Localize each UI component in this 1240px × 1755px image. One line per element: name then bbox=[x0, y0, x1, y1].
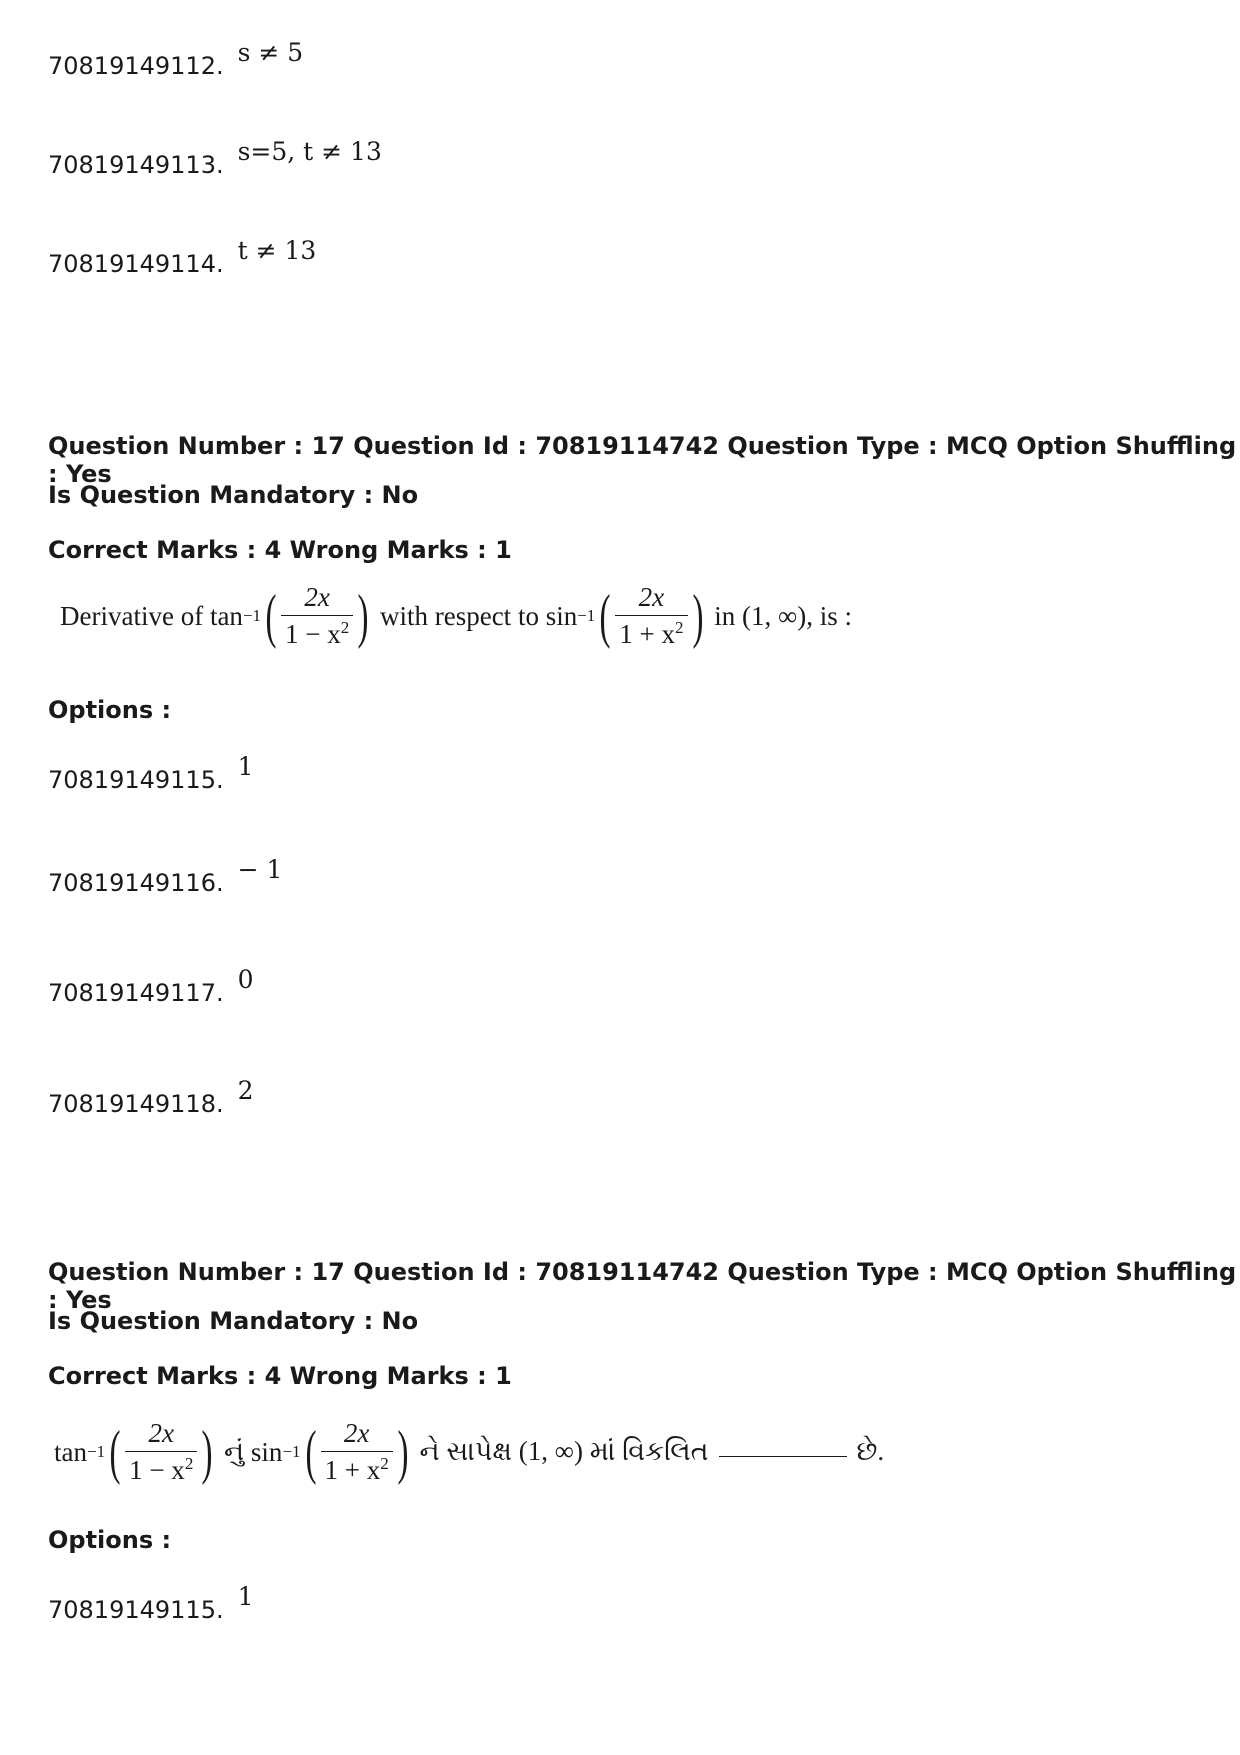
square-exp: 2 bbox=[380, 1454, 389, 1473]
numerator: 2x bbox=[343, 1418, 370, 1448]
option-row bbox=[48, 965, 254, 1007]
denominator: 1 + x bbox=[324, 1455, 381, 1485]
inverse-exp: −1 bbox=[577, 606, 596, 625]
question-marks: Correct Marks : 4 Wrong Marks : 1 bbox=[48, 1362, 512, 1390]
inverse-exp: −1 bbox=[242, 606, 262, 625]
question-header: Question Number : 17 Question Id : 70819114742 Question Type : MCQ Option Shuffling : Yes bbox=[48, 1258, 1237, 1314]
option-value: s=5, t ≠ 13 bbox=[237, 137, 382, 166]
text-start: Derivative of bbox=[60, 600, 204, 631]
options-label: Options : bbox=[48, 696, 172, 724]
option-row bbox=[48, 38, 303, 80]
option-id: 70819149115. bbox=[48, 1596, 224, 1624]
option-value: s ≠ 5 bbox=[237, 38, 304, 67]
option-id: 70819149113. bbox=[48, 151, 224, 179]
square-exp: 2 bbox=[184, 1454, 194, 1473]
square-exp: 2 bbox=[675, 618, 684, 637]
option-value: t ≠ 13 bbox=[237, 236, 317, 265]
option-value: − 1 bbox=[237, 855, 283, 884]
denominator: 1 − x bbox=[129, 1455, 185, 1485]
text-end: છે. bbox=[856, 1436, 885, 1466]
question-text: tan −1 ( $\frac{2x}{1 - x^2}$ ) નું sin −1 ( $\frac{2x}{1 + x^2}$ ) ને સાપેક્ષ (1, ∞) માં વિકલિત છે. bbox=[54, 1418, 885, 1485]
text-after: ને સાપેક્ષ (1, ∞) માં વિકલિત bbox=[419, 1436, 709, 1466]
option-value: 1 bbox=[237, 752, 254, 781]
sin-fn: sin bbox=[545, 600, 578, 631]
option-value: 0 bbox=[237, 965, 254, 994]
option-value: 1 bbox=[237, 1582, 254, 1611]
option-row bbox=[48, 137, 382, 179]
text-mid: with respect to bbox=[379, 600, 539, 631]
option-id: 70819149116. bbox=[48, 869, 224, 897]
inverse-exp: −1 bbox=[87, 1442, 106, 1461]
question-mandatory: Is Question Mandatory : No bbox=[48, 481, 419, 509]
sin-fn: sin bbox=[250, 1436, 283, 1467]
denominator: 1 − x bbox=[285, 619, 341, 649]
text-mid: નું bbox=[224, 1436, 245, 1466]
option-row bbox=[48, 752, 254, 794]
fraction bbox=[281, 582, 353, 650]
question-text: Derivative of tan −1 ( $\frac{2x}{1 - x^2}$ ) with respect to sin −1 ( $\frac{2x}{1 + x^2}$ ) in (1, ∞), is : bbox=[60, 582, 853, 649]
option-row bbox=[48, 236, 316, 278]
option-id: 70819149112. bbox=[48, 52, 224, 80]
options-label: Options : bbox=[48, 1526, 172, 1554]
tan-fn: tan bbox=[54, 1436, 87, 1467]
option-row bbox=[48, 1582, 254, 1624]
denominator: 1 + x bbox=[619, 619, 676, 649]
option-id: 70819149118. bbox=[48, 1090, 224, 1118]
fraction bbox=[321, 1418, 393, 1486]
question-header: Question Number : 17 Question Id : 70819114742 Question Type : MCQ Option Shuffling : Yes bbox=[48, 432, 1237, 488]
numerator: 2x bbox=[638, 582, 665, 612]
numerator: 2x bbox=[304, 582, 330, 612]
option-row bbox=[48, 1076, 254, 1118]
fraction bbox=[125, 1418, 197, 1486]
option-value: 2 bbox=[237, 1076, 254, 1105]
square-exp: 2 bbox=[340, 618, 350, 637]
inverse-exp: −1 bbox=[282, 1442, 301, 1461]
fraction bbox=[615, 582, 687, 650]
option-id: 70819149114. bbox=[48, 250, 224, 278]
question-mandatory: Is Question Mandatory : No bbox=[48, 1307, 419, 1335]
answer-blank bbox=[719, 1456, 847, 1457]
question-marks: Correct Marks : 4 Wrong Marks : 1 bbox=[48, 536, 512, 564]
text-end: in (1, ∞), is : bbox=[714, 600, 853, 631]
option-row bbox=[48, 855, 282, 897]
numerator: 2x bbox=[148, 1418, 174, 1448]
option-id: 70819149115. bbox=[48, 766, 224, 794]
option-id: 70819149117. bbox=[48, 979, 224, 1007]
tan-fn: tan bbox=[209, 600, 243, 631]
